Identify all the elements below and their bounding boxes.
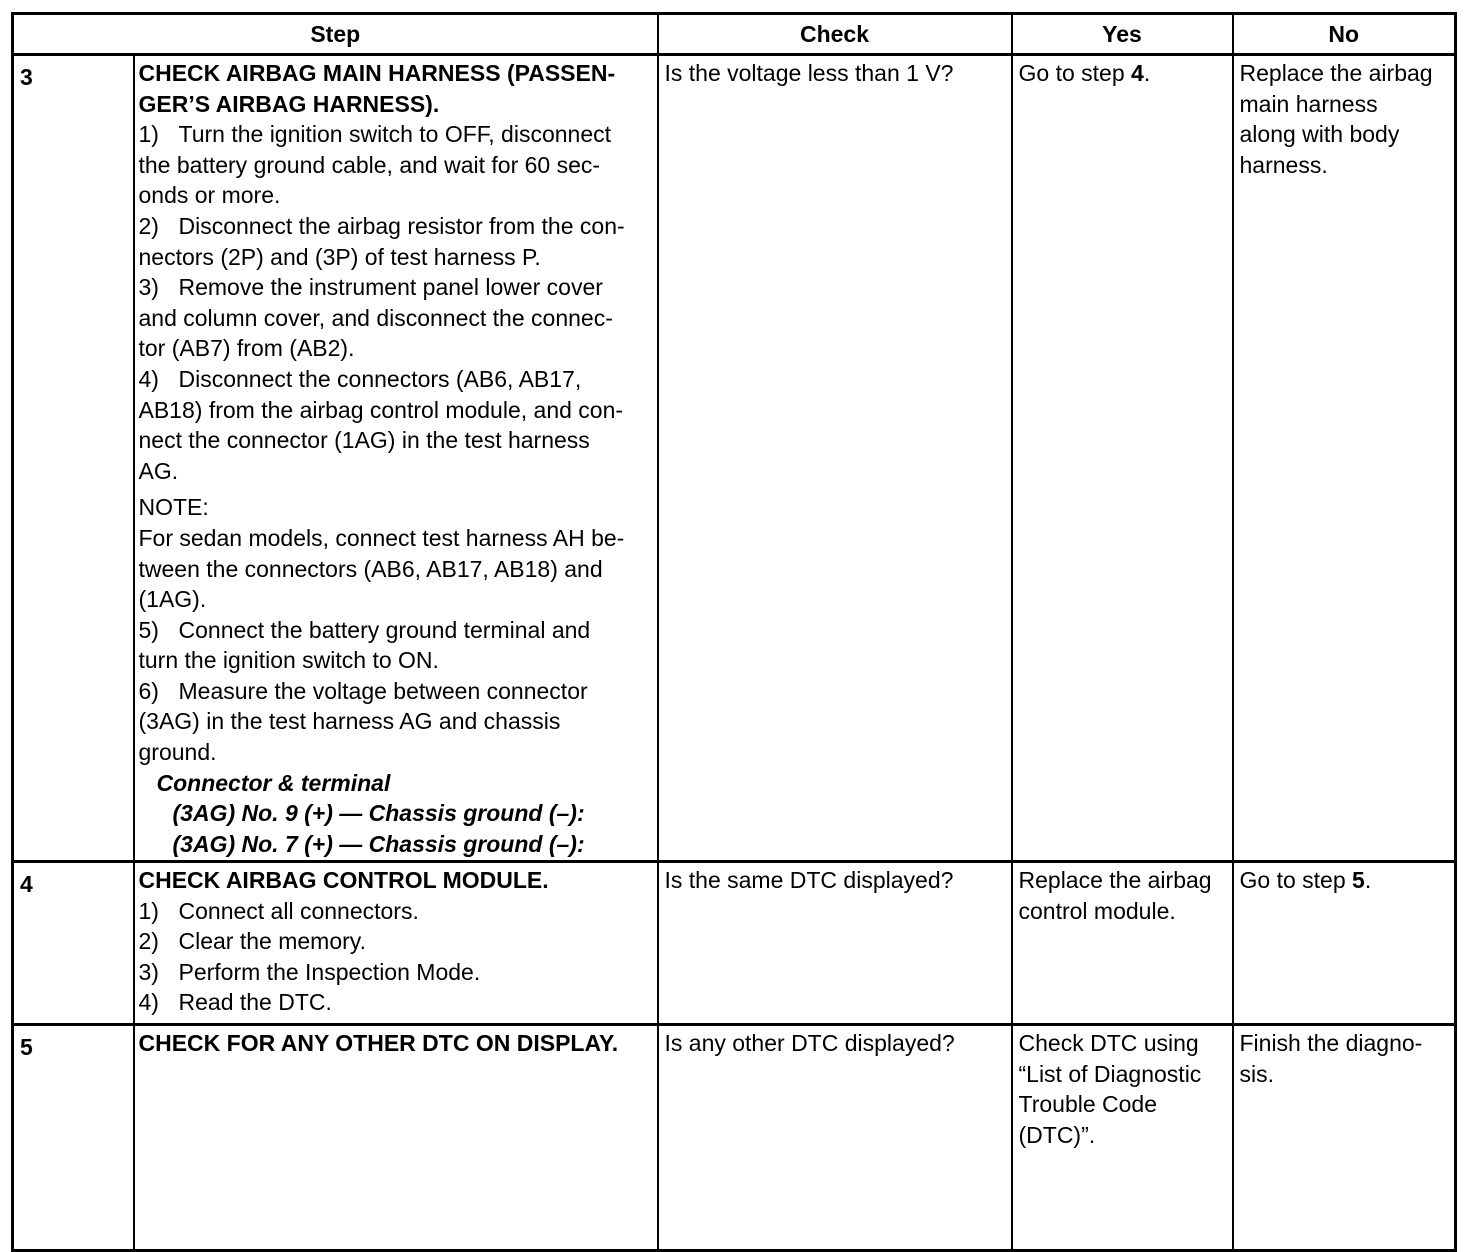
step-content bbox=[134, 55, 658, 862]
table-row bbox=[13, 55, 1456, 862]
note-text: For sedan models, connect test harness AH be- tween the connectors (AB6, AB17, AB18) and (1AG). bbox=[138, 524, 625, 613]
step-number: 4 bbox=[13, 862, 134, 1025]
check-cell: Is any other DTC displayed? bbox=[658, 1025, 1012, 1251]
step-content bbox=[134, 862, 658, 1025]
sub-step: 2) Clear the memory. bbox=[138, 928, 366, 955]
step-title: CHECK AIRBAG MAIN HARNESS (PASSEN- GER’S AIRBAG HARNESS). bbox=[138, 60, 616, 117]
step-content bbox=[134, 1025, 658, 1251]
header-step: Step bbox=[13, 14, 658, 55]
step-title: CHECK AIRBAG CONTROL MODULE. bbox=[138, 867, 549, 893]
diagnostic-table bbox=[11, 12, 1457, 1252]
yes-cell: Check DTC using “List of Diagnostic Trouble Code (DTC)”. bbox=[1012, 1025, 1233, 1251]
sub-step: 2) Disconnect the airbag resistor from the con- nectors (2P) and (3P) of test harness P. bbox=[138, 212, 625, 270]
check-cell: Is the voltage less than 1 V? bbox=[658, 55, 1012, 862]
no-cell: Go to step 5. bbox=[1233, 862, 1456, 1025]
step-number: 3 bbox=[13, 55, 134, 862]
yes-cell: Go to step 4. bbox=[1012, 55, 1233, 862]
header-row bbox=[13, 14, 1456, 55]
connector-line: (3AG) No. 7 (+) — Chassis ground (–): bbox=[172, 830, 585, 857]
header-no: No bbox=[1233, 14, 1456, 55]
header-check: Check bbox=[658, 14, 1012, 55]
connector-title: Connector & terminal bbox=[156, 769, 391, 796]
sub-step: 1) Connect all connectors. bbox=[138, 897, 419, 924]
sub-step: 1) Turn the ignition switch to OFF, disconnect the battery ground cable, and wait for 60 sec- onds or more. bbox=[138, 121, 612, 209]
step-title: CHECK FOR ANY OTHER DTC ON DISPLAY. bbox=[138, 1030, 619, 1056]
connector-line: (3AG) No. 9 (+) — Chassis ground (–): bbox=[172, 800, 585, 827]
sub-step: 5) Connect the battery ground terminal and turn the ignition switch to ON. bbox=[138, 616, 591, 674]
sub-step: 3) Perform the Inspection Mode. bbox=[138, 958, 481, 985]
step-number: 5 bbox=[13, 1025, 134, 1251]
note-label: NOTE: bbox=[138, 494, 209, 521]
sub-step: 4) Read the DTC. bbox=[138, 989, 332, 1016]
check-cell: Is the same DTC displayed? bbox=[658, 862, 1012, 1025]
sub-step: 6) Measure the voltage between connector (3AG) in the test harness AG and chassis ground. bbox=[138, 677, 588, 766]
no-cell: Finish the diagno- sis. bbox=[1233, 1025, 1456, 1251]
yes-cell: Replace the airbag control module. bbox=[1012, 862, 1233, 1025]
sub-step: 3) Remove the instrument panel lower cover and column cover, and disconnect the connec- tor (AB7) from (AB2). bbox=[138, 274, 613, 362]
table-row bbox=[13, 862, 1456, 1025]
no-cell: Replace the airbag main harness along with body harness. bbox=[1233, 55, 1456, 862]
sub-step: 4) Disconnect the connectors (AB6, AB17, AB18) from the airbag control module, and con- nect the connector (1AG) in the test harness AG. bbox=[138, 365, 624, 484]
header-yes: Yes bbox=[1012, 14, 1233, 55]
table-row bbox=[13, 1025, 1456, 1251]
